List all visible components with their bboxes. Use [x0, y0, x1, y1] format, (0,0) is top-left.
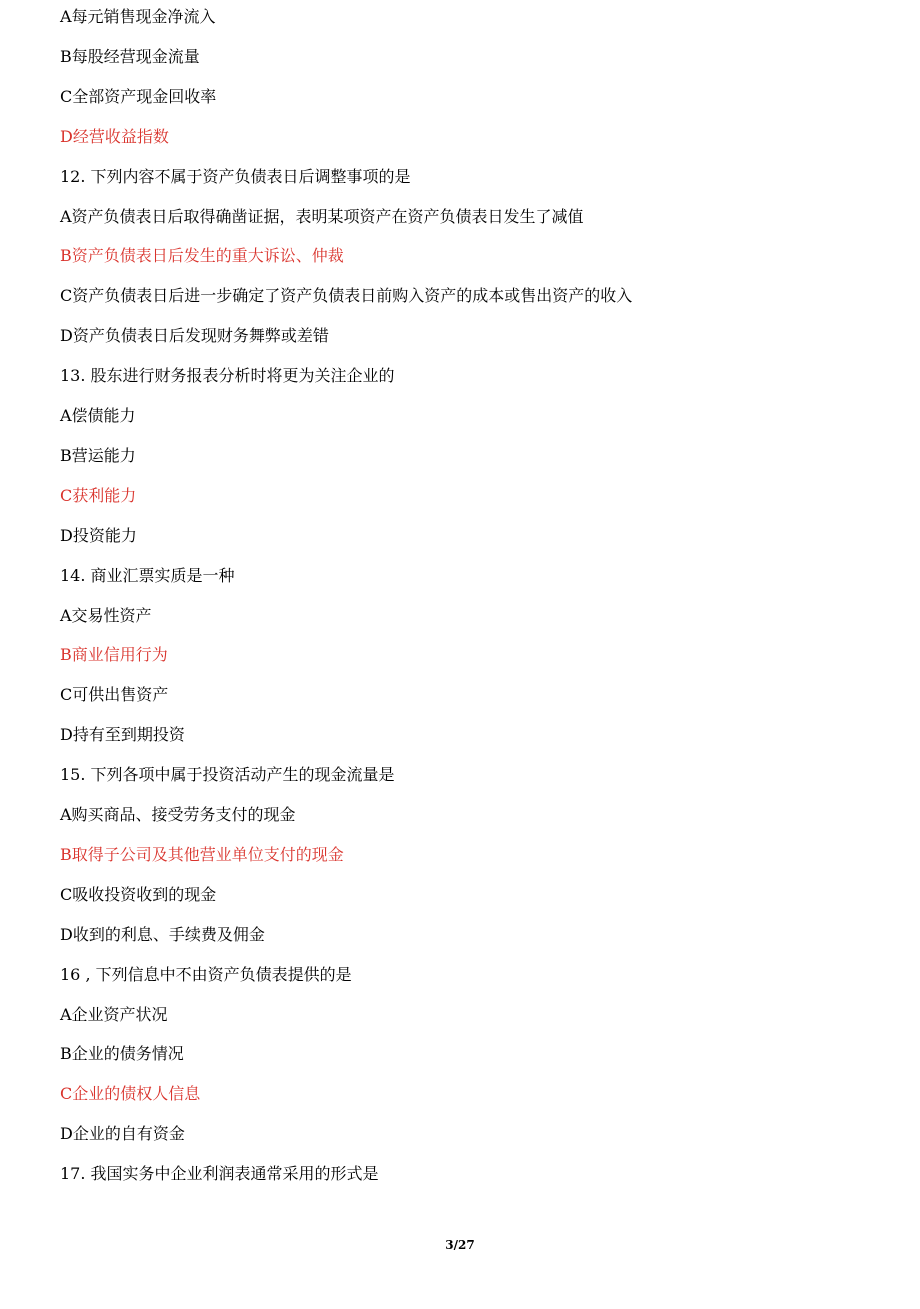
- text-line: C资产负债表日后进一步确定了资产负债表日前购入资产的成本或售出资产的收入: [60, 286, 633, 306]
- answer-line: B取得子公司及其他营业单位支付的现金: [60, 844, 344, 864]
- text-line: D持有至到期投资: [60, 725, 185, 745]
- text-line: D企业的自有资金: [60, 1124, 185, 1144]
- text-line: C可供出售资产: [60, 685, 169, 705]
- text-line: C吸收投资收到的现金: [60, 884, 217, 904]
- answer-line: C获利能力: [60, 485, 137, 505]
- text-line: A购买商品、接受劳务支付的现金: [60, 805, 296, 824]
- text-line: 15. 下列各项中属于投资活动产生的现金流量是: [60, 765, 395, 785]
- page-number: 3/27: [445, 1238, 475, 1252]
- text-line: D收到的利息、手续费及佣金: [60, 924, 265, 944]
- text-line: 12. 下列内容不属于资产负债表日后调整事项的是: [60, 166, 411, 186]
- text-line: C全部资产现金回收率: [60, 86, 217, 106]
- text-line: B每股经营现金流量: [60, 46, 200, 66]
- text-line: A资产负债表日后取得确凿证据，表明某项资产在资产负债表日发生了减值: [60, 206, 584, 226]
- text-line: 14. 商业汇票实质是一种: [60, 565, 235, 585]
- answer-line: B商业信用行为: [60, 645, 168, 665]
- answer-line: B资产负债表日后发生的重大诉讼、仲裁: [60, 246, 344, 266]
- text-line: A偿债能力: [60, 406, 136, 425]
- text-line: 17. 我国实务中企业利润表通常采用的形式是: [60, 1164, 379, 1184]
- answer-line: C企业的债权人信息: [60, 1084, 201, 1104]
- text-line: B企业的债务情况: [60, 1044, 184, 1064]
- text-line: 13. 股东进行财务报表分析时将更为关注企业的: [60, 366, 395, 386]
- text-line: A企业资产状况: [60, 1004, 168, 1024]
- text-line: D投资能力: [60, 525, 137, 545]
- text-line: B营运能力: [60, 445, 136, 465]
- answer-line: D经营收益指数: [60, 126, 169, 146]
- text-line: A每元销售现金净流入: [60, 7, 216, 26]
- text-line: 16 , 下列信息中不由资产负债表提供的是: [60, 964, 352, 984]
- text-line: D资产负债表日后发现财务舞弊或差错: [60, 326, 329, 346]
- text-line: A交易性资产: [60, 605, 152, 625]
